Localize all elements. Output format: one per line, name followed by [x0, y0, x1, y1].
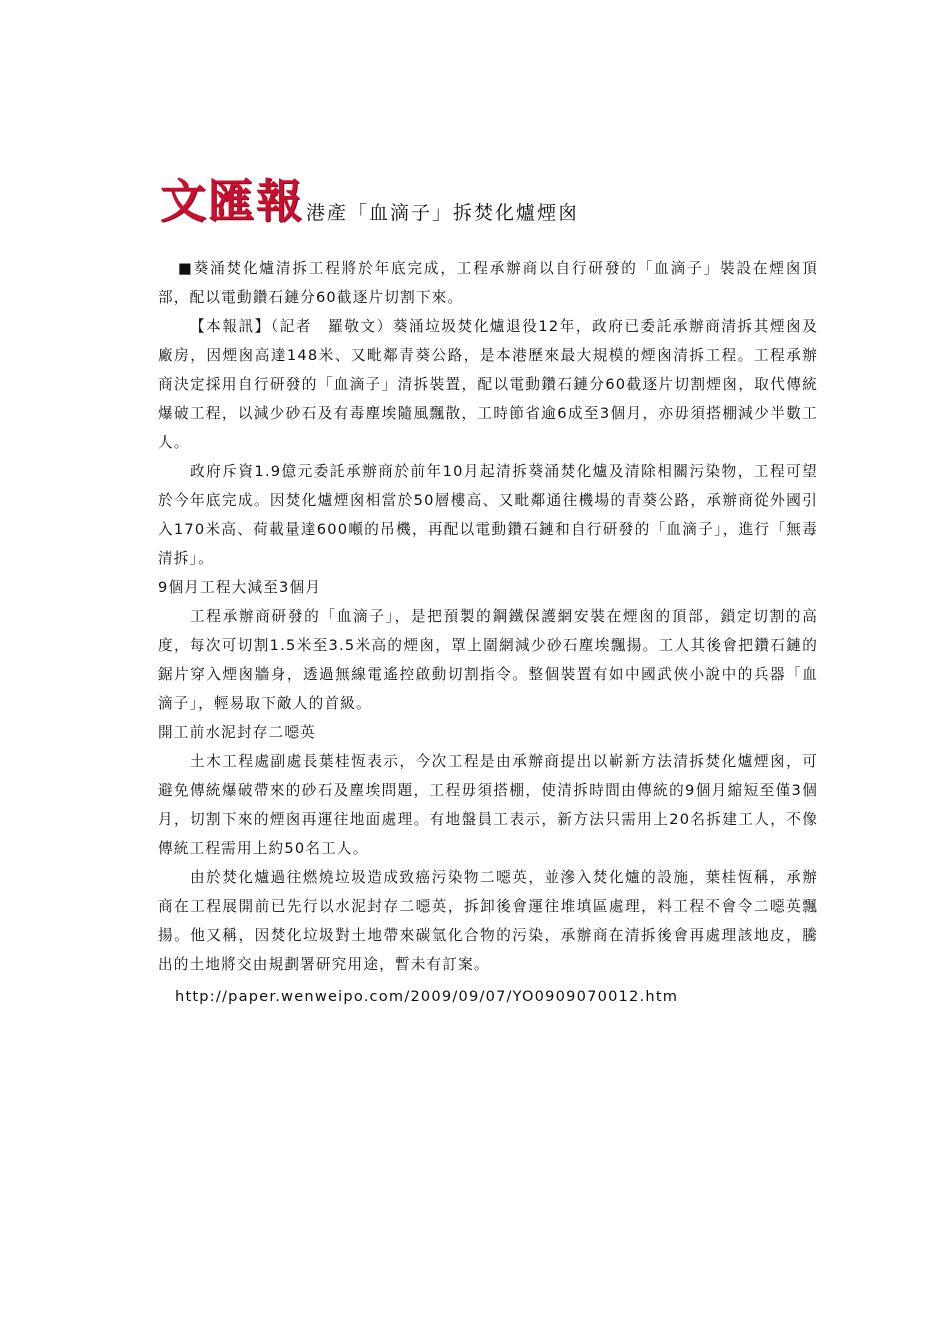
newspaper-logo: 文匯報 [160, 174, 304, 228]
article-paragraph: 工程承辦商研發的「血滴子」，是把預製的鋼鐵保護網安裝在煙囪的頂部，鎖定切割的高度，每次可切割1.5米至3.5米高的煙囪，罩上圍網減少砂石塵埃飄揚。工人其後會把鑽石鏈的鋸片穿入煙囪牆身，透過無線電遙控啟動切割指令。整個裝置有如中國武俠小說中的兵器「血滴子」，輕易取下敵人的首級。 [158, 608, 818, 712]
article-paragraph: 土木工程處副處長葉桂恆表示，今次工程是由承辦商提出以嶄新方法清拆焚化爐煙囪，可避免傳統爆破帶來的砂石及塵埃問題，工程毋須搭棚，使清拆時間由傳統的9個月縮短至僅3個月，切割下來的煙囪再運往地面處理。有地盤員工表示，新方法只需用上20名拆建工人，不像傳統工程需用上約50名工人。 [158, 753, 818, 857]
masthead [160, 170, 579, 226]
article-paragraph: 政府斥資1.9億元委託承辦商於前年10月起清拆葵涌焚化爐及清除相關污染物，工程可望於今年底完成。因焚化爐煙囪相當於50層樓高、又毗鄰通往機場的青葵公路，承辦商從外國引入170米高、荷載量達600噸的吊機，再配以電動鑽石鏈和自行研發的「血滴子」，進行「無毒清拆」。 [158, 463, 818, 567]
article-paragraph: 【本報訊】（記者 羅敬文）葵涌垃圾焚化爐退役12年，政府已委託承辦商清拆其煙囪及廠房，因煙囪高達148米、又毗鄰青葵公路，是本港歷來最大規模的煙囪清拆工程。工程承辦商決定採用自行研發的「血滴子」清拆裝置，配以電動鑽石鏈分60截逐片切割煙囪，取代傳統爆破工程，以減少砂石及有毒塵埃隨風飄散，工時節省逾6成至3個月，亦毋須搭棚減少半數工人。 [158, 318, 818, 451]
source-url: http://paper.wenweipo.com/2009/09/07/YO0909070012.htm [175, 988, 679, 1005]
article-headline: 港產「血滴子」拆焚化爐煙囪 [306, 202, 580, 224]
article-subhead: 開工前水泥封存二噁英 [158, 724, 316, 741]
article-subhead: 9個月工程大減至3個月 [158, 579, 322, 596]
article-body [158, 254, 818, 979]
article-summary: ■葵涌焚化爐清拆工程將於年底完成，工程承辦商以自行研發的「血滴子」裝設在煙囪頂部，配以電動鑽石鏈分60截逐片切割下來。 [158, 260, 818, 306]
article-paragraph: 由於焚化爐過往燃燒垃圾造成致癌污染物二噁英，並滲入焚化爐的設施，葉桂恆稱，承辦商在工程展開前已先行以水泥封存二噁英，拆卸後會運往堆填區處理，料工程不會令二噁英飄揚。他又稱，因焚化垃圾對土地帶來碳氫化合物的污染，承辦商在清拆後會再處理該地皮，騰出的土地將交由規劃署研究用途，暫未有訂案。 [158, 869, 818, 973]
